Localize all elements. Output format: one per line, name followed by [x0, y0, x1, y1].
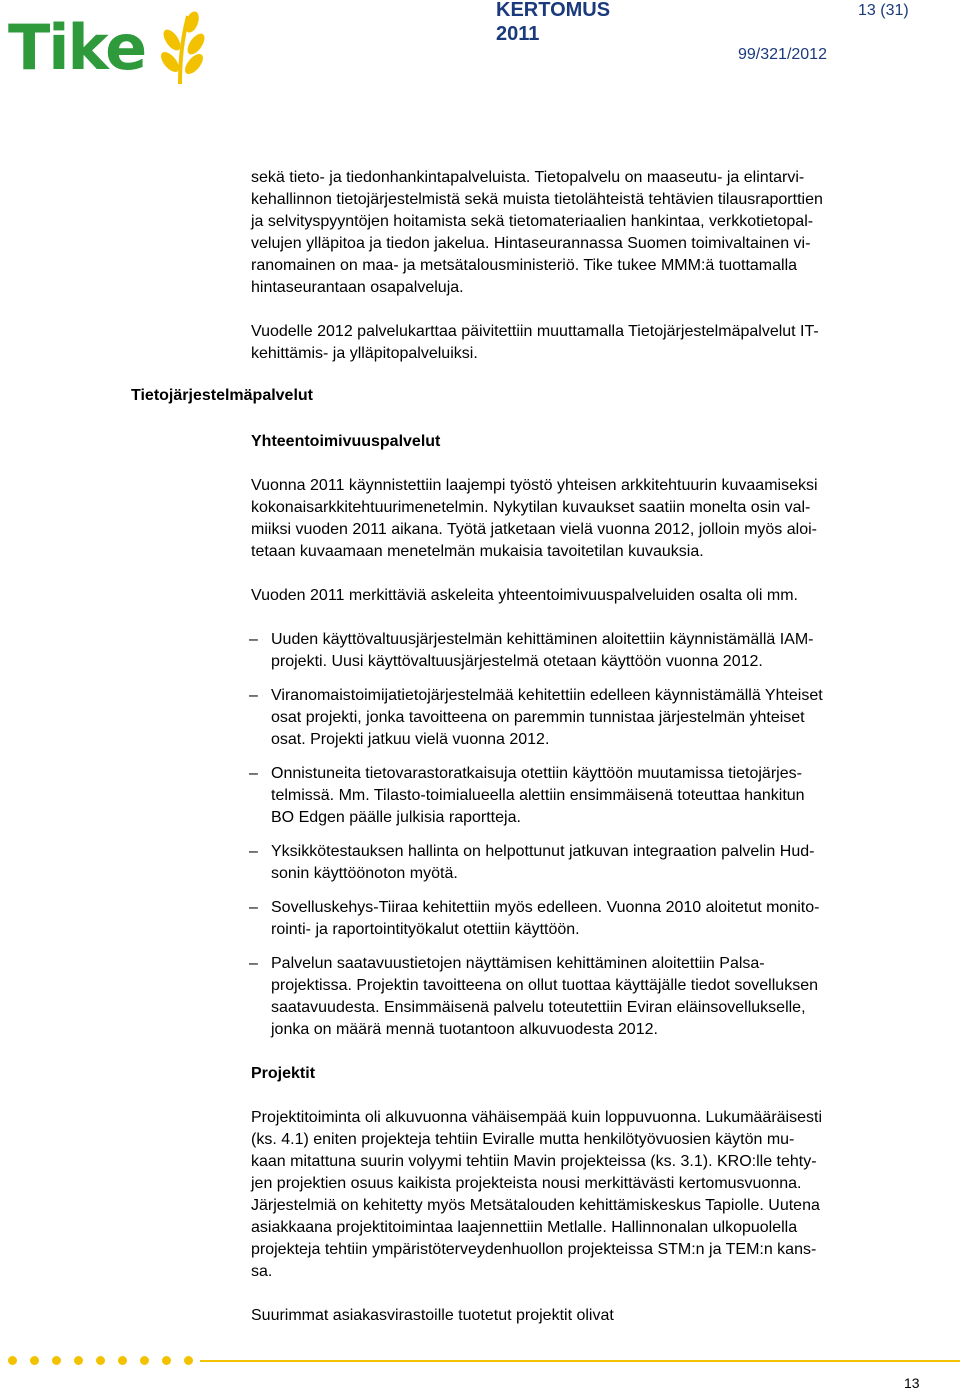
milestone-list: [251, 629, 923, 1041]
decorative-dot: [162, 1356, 171, 1365]
logo-text: Tike: [8, 11, 146, 84]
list-item: – Uuden käyttövaltuusjärjestelmän kehittäminen aloitettiin käynnistämällä IAM- projekti. Uusi käyttövaltuusjärjestelmä otetaan käyttöön vuonna 2012.: [251, 629, 923, 673]
list-item: – Viranomaistoimijatietojärjestelmää kehitettiin edelleen käynnistämällä Yhteiset osat projekti, jonka tavoitteena on paremmin tunnistaa järjestelmän yhteiset osat. Projekti jatkuu vielä vuonna 2012.: [251, 685, 923, 751]
section-heading-projektit: Projektit: [251, 1065, 316, 1082]
intro-paragraph-2: Vuodelle 2012 palvelukarttaa päivitettiin muuttamalla Tietojärjestelmäpalvelut IT- kehittämis- ja ylläpitopalveluiksi.: [251, 323, 819, 362]
decorative-dot: [8, 1356, 17, 1365]
footer-dots-decoration: [8, 1354, 960, 1370]
wheat-icon: [158, 10, 208, 86]
footer-page-number: 13: [904, 1375, 920, 1391]
list-item: – Palvelun saatavuustietojen näyttämisen kehittäminen aloitettiin Palsa- projektissa. Projektin tavoitteena on ollut tuottaa käyttäjälle tiedot sovelluksen saatavuudesta. Ensimmäisenä palvelu toteutettiin Eviran eläinsovellukselle, jonka on määrä mennä tuotantoon alkuvuodesta 2012.: [251, 953, 923, 1041]
section2-paragraph-2: Suurimmat asiakasvirastoille tuotetut projektit olivat: [251, 1307, 614, 1324]
intro-paragraph-1: sekä tieto- ja tiedonhankintapalveluista. Tietopalvelu on maaseutu- ja elintarvi- kehallinnon tietojärjestelmistä sekä muista tietolähteistä tehtävien tilausraporttien ja selvityspyyntöjen hoitamista sekä tietomateriaalien hankintaa, verkkotietopal- velujen ylläpitoa ja tiedon jakelua. Hintaseurannassa Suomen toimivaltainen vi- ranomainen on maa- ja metsätalousministeriö. Tike tukee MMM:ä tuottamalla hintaseurantaan osapalveluja.: [251, 169, 823, 296]
decorative-dot: [96, 1356, 105, 1365]
main-content: [251, 167, 923, 1327]
footer-rule: [200, 1360, 960, 1362]
section1-paragraph-2: Vuoden 2011 merkittäviä askeleita yhteentoimivuuspalveluiden osalta oli mm.: [251, 587, 798, 604]
side-heading: Tietojärjestelmäpalvelut: [131, 387, 313, 404]
document-reference: 99/321/2012: [738, 46, 827, 63]
list-item: – Yksikkötestauksen hallinta on helpottunut jatkuvan integraation palvelin Hud- sonin käyttöönoton myötä.: [251, 841, 923, 885]
tike-logo: [8, 8, 208, 88]
decorative-dot: [184, 1356, 193, 1365]
decorative-dot: [118, 1356, 127, 1365]
decorative-dot: [140, 1356, 149, 1365]
report-year: 2011: [496, 23, 540, 45]
decorative-dot: [30, 1356, 39, 1365]
decorative-dot: [74, 1356, 83, 1365]
list-item: – Onnistuneita tietovarastoratkaisuja otettiin käyttöön muutamissa tietojärjes- telmissä. Mm. Tilasto-toimialueella alettiin ensimmäisenä toteuttaa hankitun BO Edgen päälle julkisia raportteja.: [251, 763, 923, 829]
report-title: KERTOMUS: [496, 0, 611, 21]
decorative-dot: [52, 1356, 61, 1365]
list-item: – Sovelluskehys-Tiiraa kehitettiin myös edelleen. Vuonna 2010 aloitetut monito- rointi- ja raportointityökalut otettiin käyttöön.: [251, 897, 923, 941]
page-indicator: 13 (31): [858, 2, 909, 19]
section2-paragraph-1: Projektitoiminta oli alkuvuonna vähäisempää kuin loppuvuonna. Lukumääräisesti (ks. 4.1) eniten projekteja tehtiin Eviralle mutta henkilötyövuosien käytön mu- kaan mitattuna suurin volyymi tehtiin Mavin projekteissa (ks. 3.1). KRO:lle tehty- jen projektien osuus kaikista projekteista nousi merkittävästi kertomusvuonna. Järjestelmiä on kehitetty myös Metsätalouden kehittämiskeskus Tapiolle. Uutena asiakkaana projektitoimintaa laajennettiin Metlalle. Hallinnonalan ulkopuolella projekteja tehtiin ympäristöterveydenhuollon projekteissa STM:n ja TEM:n kans- sa.: [251, 1109, 823, 1280]
section1-paragraph-1: Vuonna 2011 käynnistettiin laajempi työstö yhteisen arkkitehtuurin kuvaamiseksi kokonaisarkkitehtuurimenetelmin. Nykytilan kuvaukset saatiin monelta osin val- miiksi vuoden 2011 aikana. Työtä jatketaan vielä vuonna 2012, jolloin myös aloi- tetaan kuvaamaan menetelmän mukaisia tavoitetilan kuvauksia.: [251, 477, 818, 560]
section-heading-yhteentoimivuus: Yhteentoimivuuspalvelut: [251, 433, 441, 450]
